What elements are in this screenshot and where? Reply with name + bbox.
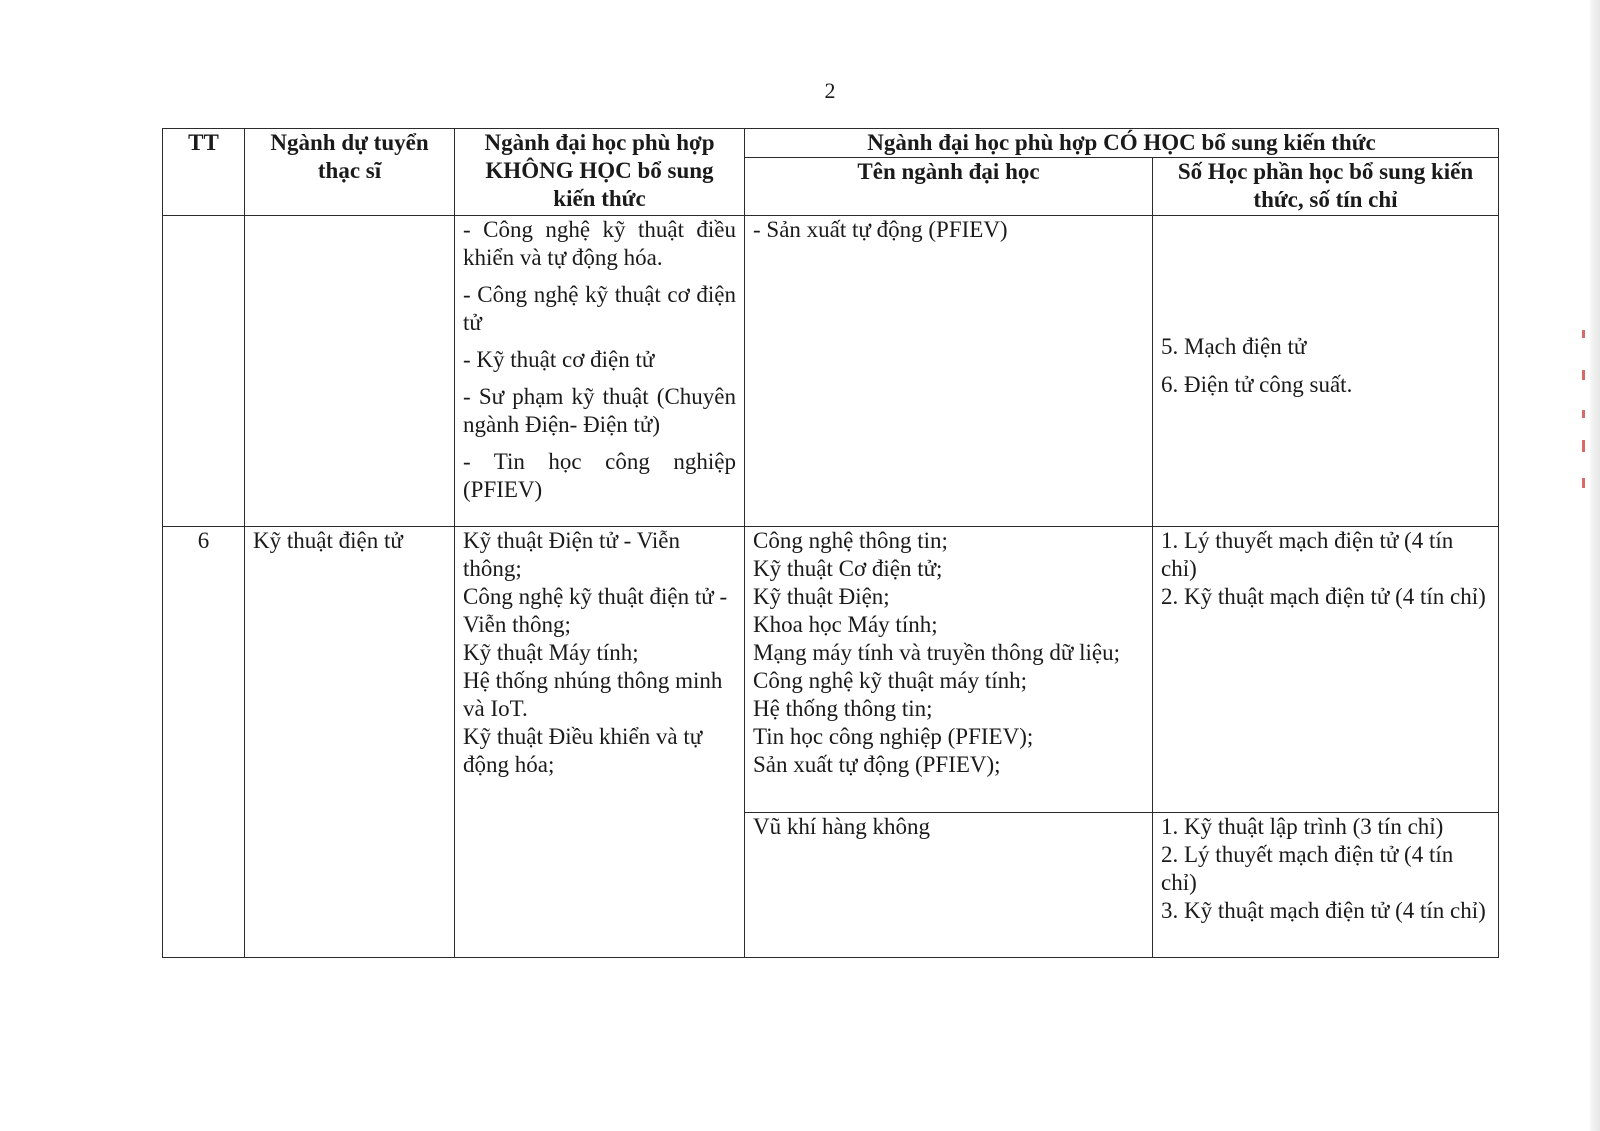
list-item: Công nghệ thông tin; [753, 528, 948, 553]
stamp-mark [1580, 330, 1588, 490]
cell-hoc-phan-6b [1153, 813, 1499, 958]
cell-nganh-empty [245, 216, 455, 527]
table-row-6 [163, 527, 1499, 813]
admission-table [162, 128, 1499, 958]
cell-hoc-phan-continued [1153, 216, 1499, 527]
list-item: 1. Lý thuyết mạch điện tử (4 tín chỉ) [1161, 528, 1454, 581]
list-item: Kỹ thuật Điện tử - Viễn thông; [463, 528, 680, 581]
header-co-hoc-group: Ngành đại học phù hợp CÓ HỌC bổ sung kiến thức [745, 129, 1499, 158]
list-item: 6. Điện tử công suất. [1161, 372, 1353, 397]
list-item: - Công nghệ kỹ thuật điều khiển và tự động hóa. [463, 217, 736, 270]
cell-ten-nganh-continued [745, 216, 1153, 527]
list-item: Tin học công nghiệp (PFIEV); [753, 724, 1034, 749]
cell-hoc-phan-6a [1153, 527, 1499, 813]
header-khong-hoc: Ngành đại học phù hợp KHÔNG HỌC bổ sung kiến thức [455, 129, 745, 216]
header-tt: TT [163, 129, 245, 216]
cell-nganh-6: Kỹ thuật điện tử [245, 527, 455, 958]
list-item: 1. Kỹ thuật lập trình (3 tín chỉ) [1161, 814, 1444, 839]
list-item: Kỹ thuật Cơ điện tử; [753, 556, 943, 581]
list-item: Kỹ thuật Máy tính; [463, 640, 639, 665]
cell-khong-hoc-continued [455, 216, 745, 527]
list-item: Hệ thống thông tin; [753, 696, 933, 721]
list-item: Mạng máy tính và truyền thông dữ liệu; [753, 640, 1120, 665]
cell-ten-nganh-6a [745, 527, 1153, 813]
list-item: Kỹ thuật Điều khiển và tự động hóa; [463, 724, 703, 777]
list-item: - Sản xuất tự động (PFIEV) [753, 217, 1008, 242]
cell-ten-nganh-6b [745, 813, 1153, 958]
list-item: 2. Kỹ thuật mạch điện tử (4 tín chỉ) [1161, 584, 1486, 609]
list-item: - Sư phạm kỹ thuật (Chuyên ngành Điện- Điện tử) [463, 384, 736, 437]
cell-khong-hoc-6 [455, 527, 745, 958]
cell-tt-empty [163, 216, 245, 527]
list-item: - Kỹ thuật cơ điện tử [463, 347, 655, 372]
page-number: 2 [824, 78, 836, 103]
list-item: Kỹ thuật Điện; [753, 584, 890, 609]
list-item: Khoa học Máy tính; [753, 612, 938, 637]
list-item: 5. Mạch điện tử [1161, 334, 1307, 359]
list-item: 2. Lý thuyết mạch điện tử (4 tín chỉ) [1161, 842, 1454, 895]
list-item: 3. Kỹ thuật mạch điện tử (4 tín chỉ) [1161, 898, 1486, 923]
list-item: - Công nghệ kỹ thuật cơ điện tử [463, 282, 736, 335]
header-ten-nganh: Tên ngành đại học [745, 158, 1153, 216]
list-item: - Tin học công nghiệp (PFIEV) [463, 449, 736, 502]
cell-tt-6: 6 [163, 527, 245, 958]
list-item: Vũ khí hàng không [753, 814, 930, 839]
header-so-hoc-phan: Số Học phần học bổ sung kiến thức, số tín chỉ [1153, 158, 1499, 216]
list-item: Công nghệ kỹ thuật máy tính; [753, 668, 1028, 693]
table-row-continued [163, 216, 1499, 527]
list-item: Sản xuất tự động (PFIEV); [753, 752, 1001, 777]
scan-edge [1590, 0, 1600, 1131]
list-item: Hệ thống nhúng thông minh và IoT. [463, 668, 723, 721]
header-nganh-du-tuyen: Ngành dự tuyển thạc sĩ [245, 129, 455, 216]
list-item: Công nghệ kỹ thuật điện tử - Viễn thông; [463, 584, 728, 637]
